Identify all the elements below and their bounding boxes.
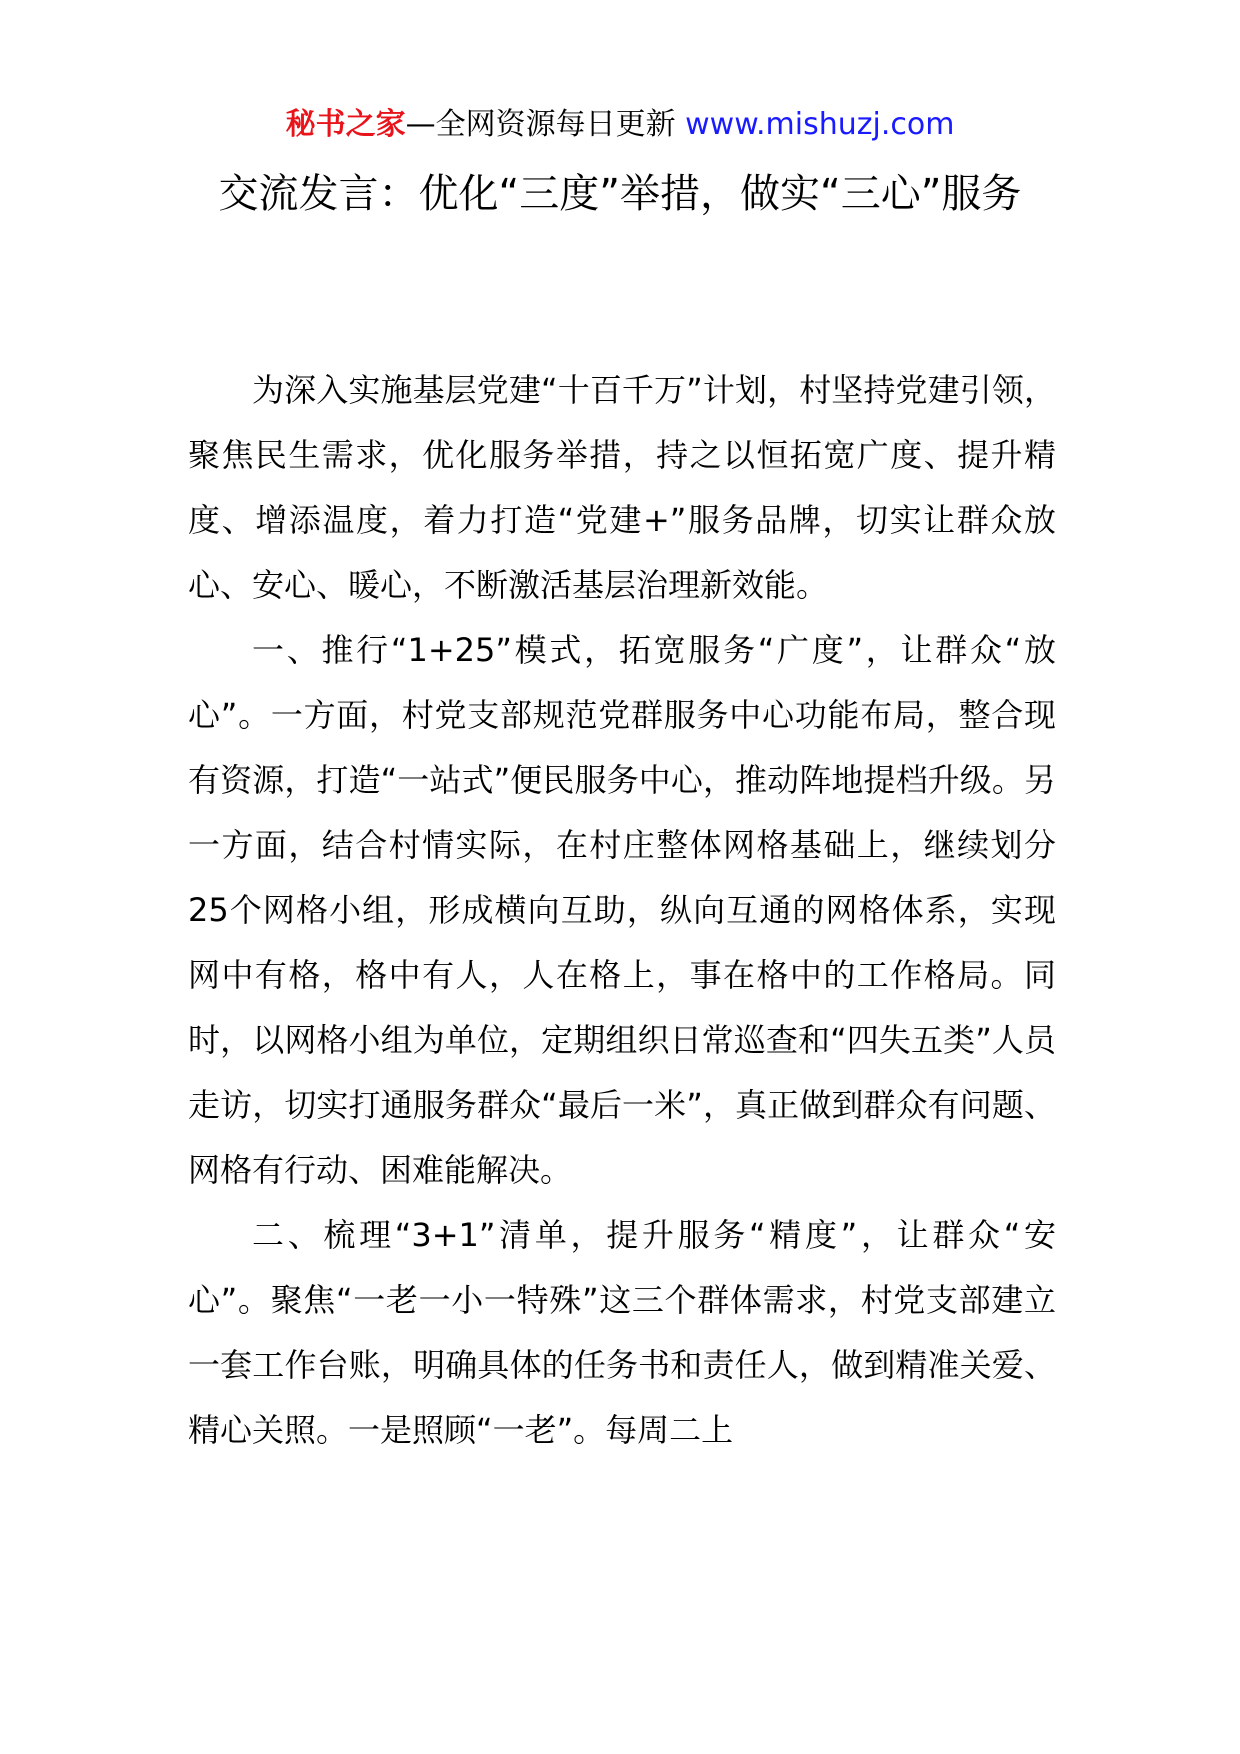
site-tagline: —全网资源每日更新 <box>405 107 686 142</box>
site-brand: 秘书之家 <box>285 107 406 142</box>
site-url-link[interactable]: www.mishuzj.com <box>685 107 955 142</box>
document-title: 交流发言：优化“三度”举措，做实“三心”服务 <box>218 171 1022 217</box>
paragraph-section-one: 一、推行“1+25”模式，拓宽服务“广度”，让群众“放心”。一方面，村党支部规范党群服务中心功能布局，整合现有资源，打造“一站式”便民服务中心，推动阵地提档升级。另一方面，结合村情实际，在村庄整体网格基础上，继续划分25个网格小组，形成横向互助，纵向互通的网格体系，实现网中有格，格中有人，人在格上，事在格中的工作格局。同时，以网格小组为单位，定期组织日常巡查和“四失五类”人员走访，切实打通服务群众“最后一米”，真正做到群众有问题、网格有行动、困难能解决。 <box>188 631 1056 1189</box>
site-header <box>0 103 1240 147</box>
document-body <box>188 358 1056 1463</box>
paragraph-section-two: 二、梳理“3+1”清单，提升服务“精度”，让群众“安心”。聚焦“一老一小一特殊”这三个群体需求，村党支部建立一套工作台账，明确具体的任务书和责任人，做到精准关爱、精心关照。一是照顾“一老”。每周二上 <box>188 1216 1056 1449</box>
paragraph-intro: 为深入实施基层党建“十百千万”计划，村坚持党建引领，聚焦民生需求，优化服务举措，持之以恒拓宽广度、提升精度、增添温度，着力打造“党建+”服务品牌，切实让群众放心、安心、暖心，不断激活基层治理新效能。 <box>188 371 1056 604</box>
